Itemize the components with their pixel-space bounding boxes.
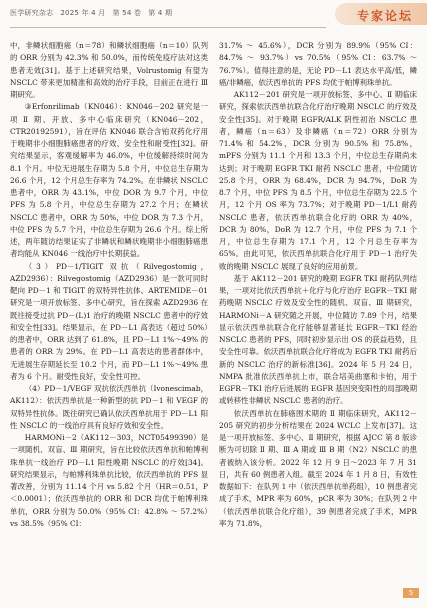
paragraph: AK112－201 研究是一项开放标签、多中心、Ⅱ 期临床研究，探索依沃西单抗联合化疗治疗晚期 NSCLC 的疗效及安全性[35]。对于晚期 EGFR/ALK 阴性初治 NSCLC 患者，鳞癌（n＝63）及非鳞癌（n＝72）ORR 分别为 71.4% 和 54.2%，DCR 分别为 90.5% 和 75.8%，mPFS 分别为 11.1 个月和 13.3 个月，中位总生存期尚未达到；对于晚期 EGFR TKI 耐药 NSCLC 患者，中位随访 25.8 个月，ORR 为 68.4%，DCR 为 94.7%，DoR 为 8.7 个月，中位 PFS 为 8.5 个月，中位总生存期为 22.5 个月，12 个月 OS 率为 73.7%；对于晚期 PD－1/L1 耐药 NSCLC 患者，依沃西单抗联合化疗的 ORR 为 40%，DCR 为 80%，DoR 为 12.7 个月，中位 PFS 为 7.1 个月，中位总生存期为 17.1 个月，12 个月总生存率为 65%。由此可见，依沃西单抗联合化疗用于 PD－1 治疗失败的晚期 NSCLC 展现了良好的应用前景。 xyxy=(219,90,417,271)
paragraph: HARMONi－2（AK112－303，NCT05499390）是一项随机、双盲、Ⅲ 期研究，旨在比较依沃西单抗和帕博利珠单抗一线治疗 PD－L1 阳性晚期 NSCLC 的疗效[34]。研究结果显示，与帕博利珠单抗比较，依沃西单抗的 PFS 显著改善，分别为 11.14 个月 vs 5.82 个月（HR＝0.51，P＜0.0001）；依沃西单抗的 ORR 和 DCR 均优于帕博利珠单抗，ORR 分别为 50.0%（95% CI：42.8% ～ 57.2%）vs 38.5%（95% CI： xyxy=(10,433,208,528)
paragraph: 中，非鳞状细胞癌（n＝78）和鳞状细胞癌（n＝10）队列的 ORR 分别为 42.3% 和 50.0%，而传统免疫疗法对这类患者无效[31]。基于上述研究结果，Volrustomig 有望为 NSCLC 带来更加精准和高效的治疗手段，目前正在进行 Ⅲ 期研究。 xyxy=(10,41,208,99)
page-number: 5 xyxy=(403,588,419,598)
section-badge-label: 专家论坛 xyxy=(356,9,413,23)
paragraph: （4）PD－1/VEGF 双抗依沃西单抗（Ivonescimab，AK112）：依沃西单抗是一种新型的抗 PD－1 和 VEGF 的双特异性抗体。既往研究已确认依沃西单抗用于 PD－L1 阳性 NSCLC 的一线治疗具有良好疗效和安全性。 xyxy=(10,384,208,430)
paragraph: 基于 AK112－201 研究的晚期 EGFR TKI 耐药队列结果，一项对比依沃西单抗＋化疗与化疗治疗 EGFR－TKI 耐药晚期 NSCLC 疗效及安全性的随机、双盲、Ⅲ 期研究，HARMONi－A 研究随之开展，中位随访 7.89 个月，结果显示依沃西单抗联合化疗能够显著延长 EGFR－TKI 经治 NSCLC 患者的 PFS，同时初步显示出 OS 的获益趋势，且安全性可靠。依沃西单抗联合化疗将成为 EGFR TKI 耐药后新的 NSCLC 治疗的新标准[36]。2024 年 5 月 24 日，NMPA 批准依沃西单抗上市，联合培美曲塞和卡铂，用于 EGFR－TKI 治疗后进展的 EGFR 基因突变阳性的局部晚期或转移性非鳞状 NSCLC 患者的治疗。 xyxy=(219,273,417,406)
paragraph: （3）PD－1/TIGIT 双抗（Rilvegostomig，AZD2936）：Rilvegostomig（AZD2936）是一款可同时靶向 PD－1 和 TIGIT 的双特异性抗体。ARTEMIDE－01 研究是一项开放标签、多中心研究，旨在探索 AZD2936 在既往接受过抗 PD－(L)1 治疗的晚期 NSCLC 患者中的疗效和安全性[33]。结果显示，在 PD－L1 高表达（超过 50%）的患者中，ORR 达到了 61.8%，且 PD－L1 1%～49% 的患者的 ORR 为 29%。在 PD－L1 高表达的患者群体中，无进展生存期延长至 10.2 个月，而 PD－L1 1%～49% 患者为 6 个月。耐受性良好，安全性可控。 xyxy=(10,261,208,381)
right-text-column xyxy=(219,40,417,592)
paragraph: 依沃西单抗在肺癌围术期的 Ⅱ 期临床研究，AK112－205 研究的初步分析结果在 2024 WCLC 上发布[37]。这是一项开放标签、多中心、Ⅱ 期研究，根据 AJCC 第 8 版诊断为可切除 Ⅱ 期、Ⅲ A 期或 Ⅲ B 期（N2）NSCLC 的患者被纳入该分析。2022 年 12 月 9 日～2023 年 7 月 31 日，共有 60 例患者入组。截至 2024 年 1 月 8 日，有效性数据如下：在队列 1 中（依沃西单抗单药组），10 例患者完成了手术，MPR 率为 60%，pCR 率为 30%；在队列 2 中（依沃西单抗联合化疗组），39 例患者完成了手术，MPR 率为 71.8%， xyxy=(219,408,417,528)
journal-issue-line: 医学研究杂志 2025 年 4 月 第 54 卷 第 4 期 xyxy=(10,9,173,17)
paragraph: ③Erfonrilimab（KN046）：KN046－202 研究是一项 Ⅱ 期、开放、多中心临床研究（KN046－202，CTR20192591），旨在评估 KN046 联合含铂双药化疗用于晚期非小细胞肺癌患者的疗效、安全性和耐受性[32]。研究结果显示，客观缓解率为 46.0%，中位缓解持续时间为 8.1 个月。中位无进展生存期为 5.8 个月，中位总生存期为 26.6 个月，12 个月总生存率为 74.2%。在非鳞状 NSCLC 患者中，ORR 为 43.1%，中位 DOR 为 9.7 个月，中位 PFS 为 5.8 个月，中位总生存期为 27.2 个月；在鳞状 NSCLC 患者中，ORR 为 50%，中位 DOR 为 7.3 个月，中位 PFS 为 5.7 个月，中位总生存期为 26.6 个月。综上所述，两年随访结果证实了非鳞状和鳞状晚期非小细胞肺癌患者均能从 KN046 一线治疗中长期获益。 xyxy=(10,102,208,259)
left-text-column xyxy=(10,40,208,592)
page-header xyxy=(0,0,427,34)
section-badge xyxy=(335,3,427,25)
paragraph: 31.7% ～ 45.6%），DCR 分别为 89.9%（95% CI：84.7% ～ 93.7%）vs 70.5%（95% CI：63.7% ～ 76.7%）。值得注意的是，无论 PD－L1 表达水平高/低，鳞癌/非鳞癌，依沃西单抗的 PFS 均优于帕博利珠单抗。 xyxy=(219,41,417,87)
header-divider xyxy=(10,27,326,28)
